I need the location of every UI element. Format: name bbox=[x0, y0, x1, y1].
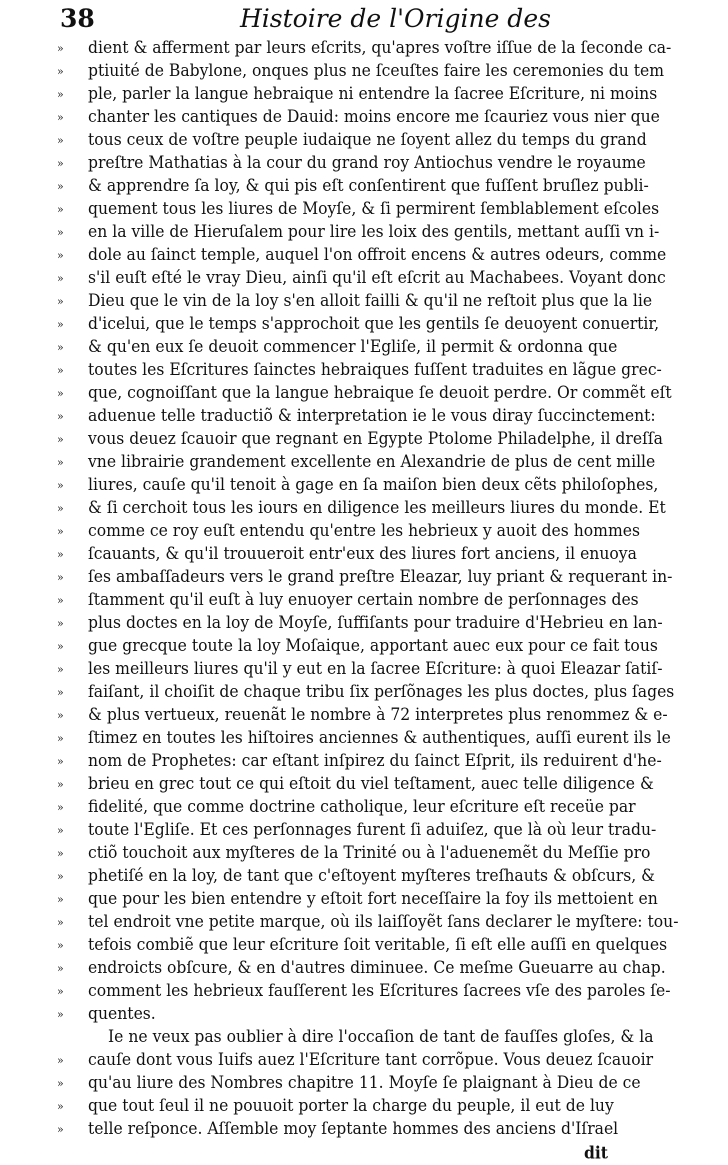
text-line bbox=[0, 151, 728, 175]
text-line bbox=[0, 910, 728, 934]
line-text: & plus vertueux, reuenãt le nombre à 72 interpretes plus renommez & e- bbox=[88, 705, 668, 725]
quotation-marker: » bbox=[57, 1076, 64, 1091]
line-text: toutes les Eſcritures ſainctes hebraiques fuſſent traduites en lãgue grec- bbox=[88, 360, 662, 380]
line-text: ſes ambaſſadeurs vers le grand preſtre Eleazar, luy priant & requerant in- bbox=[88, 567, 673, 587]
text-line bbox=[0, 841, 728, 865]
quotation-marker: » bbox=[57, 869, 64, 884]
text-line bbox=[0, 1002, 728, 1026]
text-line bbox=[0, 611, 728, 635]
text-line bbox=[0, 197, 728, 221]
quotation-marker: » bbox=[57, 639, 64, 654]
quotation-marker: » bbox=[57, 87, 64, 102]
line-text: ctiõ touchoit aux myſteres de la Trinité ou à l'aduenemẽt du Meſſie pro bbox=[88, 843, 651, 863]
text-line bbox=[0, 266, 728, 290]
line-text: tel endroit vne petite marque, où ils laiſſoyẽt ſans declarer le myſtere: tou- bbox=[88, 912, 679, 932]
line-text: liures, cauſe qu'il tenoit à gage en ſa maiſon bien deux cẽts philoſophes, bbox=[88, 475, 659, 495]
line-text: qu'au liure des Nombres chapitre 11. Moyſe ſe plaignant à Dieu de ce bbox=[88, 1073, 641, 1093]
line-text: ſtamment qu'il euſt à luy enuoyer certain nombre de perſonnages des bbox=[88, 590, 639, 610]
text-line bbox=[0, 312, 728, 336]
text-line bbox=[0, 726, 728, 750]
quotation-marker: » bbox=[57, 363, 64, 378]
text-line bbox=[0, 82, 728, 106]
line-text: dole au ſainct temple, auquel l'on offroit encens & autres odeurs, comme bbox=[88, 245, 667, 265]
quotation-marker: » bbox=[57, 570, 64, 585]
line-text: vous deuez ſcauoir que regnant en Egypte Ptolome Philadelphe, il dreſſa bbox=[88, 429, 663, 449]
quotation-marker: » bbox=[57, 409, 64, 424]
quotation-marker: » bbox=[57, 1122, 64, 1137]
line-text: & ſi cerchoit tous les iours en diligence les meilleurs liures du monde. Et bbox=[88, 498, 666, 518]
text-line bbox=[0, 634, 728, 658]
quotation-marker: » bbox=[57, 1053, 64, 1068]
catchword-text: dit bbox=[583, 1142, 608, 1163]
body-text bbox=[0, 37, 728, 1164]
quotation-marker: » bbox=[57, 547, 64, 562]
text-line bbox=[0, 427, 728, 451]
quotation-marker: » bbox=[57, 616, 64, 631]
quotation-marker: » bbox=[57, 340, 64, 355]
line-text: les meilleurs liures qu'il y eut en la ſacree Eſcriture: à quoi Eleazar ſatiſ- bbox=[88, 659, 663, 679]
page-header bbox=[60, 4, 680, 38]
text-line bbox=[0, 588, 728, 612]
line-text: telle reſponce. Aſſemble moy ſeptante hommes des anciens d'Iſrael bbox=[88, 1119, 619, 1139]
quotation-marker: » bbox=[57, 685, 64, 700]
text-line bbox=[0, 174, 728, 198]
line-text: quentes. bbox=[88, 1004, 156, 1024]
quotation-marker: » bbox=[57, 708, 64, 723]
line-text: Dieu que le vin de la loy s'en alloit failli & qu'il ne reſtoit plus que la lie bbox=[88, 291, 653, 311]
quotation-marker: » bbox=[57, 179, 64, 194]
text-line bbox=[0, 933, 728, 957]
quotation-marker: » bbox=[57, 777, 64, 792]
quotation-marker: » bbox=[57, 731, 64, 746]
text-line bbox=[0, 404, 728, 428]
quotation-marker: » bbox=[57, 133, 64, 148]
quotation-marker: » bbox=[57, 271, 64, 286]
line-text: chanter les cantiques de Dauid: moins encore me ſcauriez vous nier que bbox=[88, 107, 660, 127]
line-text: gue grecque toute la loy Moſaique, apportant auec eux pour ce fait tous bbox=[88, 636, 658, 656]
text-line bbox=[0, 289, 728, 313]
quotation-marker: » bbox=[57, 432, 64, 447]
quotation-marker: » bbox=[57, 64, 64, 79]
line-text: en la ville de Hieruſalem pour lire les loix des gentils, mettant auſſi vn i- bbox=[88, 222, 660, 242]
line-text: que pour les bien entendre y eſtoit fort neceſſaire la foy ils mettoient en bbox=[88, 889, 658, 909]
quotation-marker: » bbox=[57, 524, 64, 539]
text-line bbox=[0, 657, 728, 681]
page-number: 38 bbox=[60, 4, 95, 33]
quotation-marker: » bbox=[57, 386, 64, 401]
line-text: tefois combiẽ que leur eſcriture ſoit veritable, ſi eſt elle auſſi en quelques bbox=[88, 935, 668, 955]
line-text: ſtimez en toutes les hiſtoires anciennes & authentiques, auſſi eurent ils le bbox=[88, 728, 671, 748]
quotation-marker: » bbox=[57, 846, 64, 861]
quotation-marker: » bbox=[57, 156, 64, 171]
quotation-marker: » bbox=[57, 915, 64, 930]
quotation-marker: » bbox=[57, 823, 64, 838]
quotation-marker: » bbox=[57, 248, 64, 263]
text-line bbox=[0, 680, 728, 704]
line-text: aduenue telle traductiõ & interpretation ie le vous diray ſuccinctement: bbox=[88, 406, 656, 426]
line-text: tous ceux de voſtre peuple iudaique ne ſoyent allez du temps du grand bbox=[88, 130, 647, 150]
line-text: s'il euſt eſté le vray Dieu, ainſi qu'il eſt eſcrit au Machabees. Voyant donc bbox=[88, 268, 666, 288]
text-line bbox=[0, 1094, 728, 1118]
quotation-marker: » bbox=[57, 754, 64, 769]
line-text: vne librairie grandement excellente en Alexandrie de plus de cent mille bbox=[88, 452, 656, 472]
text-line bbox=[0, 864, 728, 888]
line-text: comment les hebrieux fauſſerent les Eſcritures ſacrees vſe des paroles ſe- bbox=[88, 981, 671, 1001]
quotation-marker: » bbox=[57, 202, 64, 217]
text-line bbox=[0, 519, 728, 543]
line-text: brieu en grec tout ce qui eſtoit du viel teſtament, auec telle diligence & bbox=[88, 774, 654, 794]
line-text: ſcauants, & qu'il trouueroit entr'eux des liures fort anciens, il enuoya bbox=[88, 544, 637, 564]
quotation-marker: » bbox=[57, 593, 64, 608]
text-line bbox=[0, 450, 728, 474]
line-text: endroicts obſcure, & en d'autres diminuee. Ce meſme Gueuarre au chap. bbox=[88, 958, 666, 978]
text-line bbox=[0, 1117, 728, 1141]
quotation-marker: » bbox=[57, 478, 64, 493]
text-line bbox=[0, 887, 728, 911]
quotation-marker: » bbox=[57, 984, 64, 999]
line-text: quement tous les liures de Moyſe, & ſi permirent ſemblablement eſcoles bbox=[88, 199, 660, 219]
quotation-marker: » bbox=[57, 938, 64, 953]
text-line bbox=[0, 220, 728, 244]
catchword bbox=[0, 1140, 728, 1164]
text-line bbox=[0, 1025, 728, 1049]
quotation-marker: » bbox=[57, 294, 64, 309]
quotation-marker: » bbox=[57, 41, 64, 56]
text-line bbox=[0, 358, 728, 382]
text-line bbox=[0, 749, 728, 773]
text-line bbox=[0, 1048, 728, 1072]
quotation-marker: » bbox=[57, 1099, 64, 1114]
text-line bbox=[0, 772, 728, 796]
text-line bbox=[0, 703, 728, 727]
text-line bbox=[0, 105, 728, 129]
line-text: Ie ne veux pas oublier à dire l'occaſion de tant de fauſſes gloſes, & la bbox=[108, 1027, 654, 1047]
quotation-marker: » bbox=[57, 110, 64, 125]
line-text: ptiuité de Babylone, onques plus ne ſceuſtes faire les ceremonies du tem bbox=[88, 61, 665, 81]
text-line bbox=[0, 335, 728, 359]
line-text: & qu'en eux ſe deuoit commencer l'Egliſe, il permit & ordonna que bbox=[88, 337, 618, 357]
quotation-marker: » bbox=[57, 961, 64, 976]
line-text: que tout ſeul il ne pouuoit porter la charge du peuple, il eut de luy bbox=[88, 1096, 614, 1116]
line-text: plus doctes en la loy de Moyſe, ſuffiſants pour traduire d'Hebrieu en lan- bbox=[88, 613, 663, 633]
line-text: comme ce roy euſt entendu qu'entre les hebrieux y auoit des hommes bbox=[88, 521, 640, 541]
quotation-marker: » bbox=[57, 225, 64, 240]
line-text: nom de Prophetes: car eſtant inſpirez du ſainct Eſprit, ils reduirent d'he- bbox=[88, 751, 662, 771]
running-title: Histoire de l'Origine des bbox=[240, 4, 551, 33]
quotation-marker: » bbox=[57, 501, 64, 516]
text-line bbox=[0, 542, 728, 566]
text-line bbox=[0, 795, 728, 819]
text-line bbox=[0, 59, 728, 83]
text-line bbox=[0, 128, 728, 152]
text-line bbox=[0, 818, 728, 842]
quotation-marker: » bbox=[57, 317, 64, 332]
text-line bbox=[0, 36, 728, 60]
text-line bbox=[0, 473, 728, 497]
line-text: cauſe dont vous Iuifs auez l'Eſcriture tant corrõpue. Vous deuez ſcauoir bbox=[88, 1050, 654, 1070]
text-line bbox=[0, 956, 728, 980]
quotation-marker: » bbox=[57, 1007, 64, 1022]
quotation-marker: » bbox=[57, 800, 64, 815]
quotation-marker: » bbox=[57, 662, 64, 677]
line-text: & apprendre ſa loy, & qui pis eſt conſentirent que fuſſent bruſlez publi- bbox=[88, 176, 649, 196]
quotation-marker: » bbox=[57, 892, 64, 907]
line-text: d'icelui, que le temps s'approchoit que les gentils ſe deuoyent conuertir, bbox=[88, 314, 660, 334]
text-line bbox=[0, 565, 728, 589]
quotation-marker: » bbox=[57, 455, 64, 470]
text-line bbox=[0, 243, 728, 267]
line-text: faiſant, il choiſit de chaque tribu ſix perſõnages les plus doctes, plus ſages bbox=[88, 682, 675, 702]
text-line bbox=[0, 1071, 728, 1095]
text-line bbox=[0, 979, 728, 1003]
line-text: toute l'Egliſe. Et ces perſonnages furent ſi aduiſez, que là où leur tradu- bbox=[88, 820, 657, 840]
line-text: phetiſé en la loy, de tant que c'eſtoyent myſteres treſhauts & obſcurs, & bbox=[88, 866, 655, 886]
line-text: fidelité, que comme doctrine catholique, leur eſcriture eſt receüe par bbox=[88, 797, 636, 817]
line-text: dient & afferment par leurs eſcrits, qu'apres voſtre iſſue de la ſeconde ca- bbox=[88, 38, 672, 58]
line-text: ple, parler la langue hebraique ni entendre la ſacree Eſcriture, ni moins bbox=[88, 84, 658, 104]
text-line bbox=[0, 381, 728, 405]
line-text: preſtre Mathatias à la cour du grand roy Antiochus vendre le royaume bbox=[88, 153, 646, 173]
line-text: que, cognoiſſant que la langue hebraique ſe deuoit perdre. Or commẽt eſt bbox=[88, 383, 672, 403]
text-line bbox=[0, 496, 728, 520]
